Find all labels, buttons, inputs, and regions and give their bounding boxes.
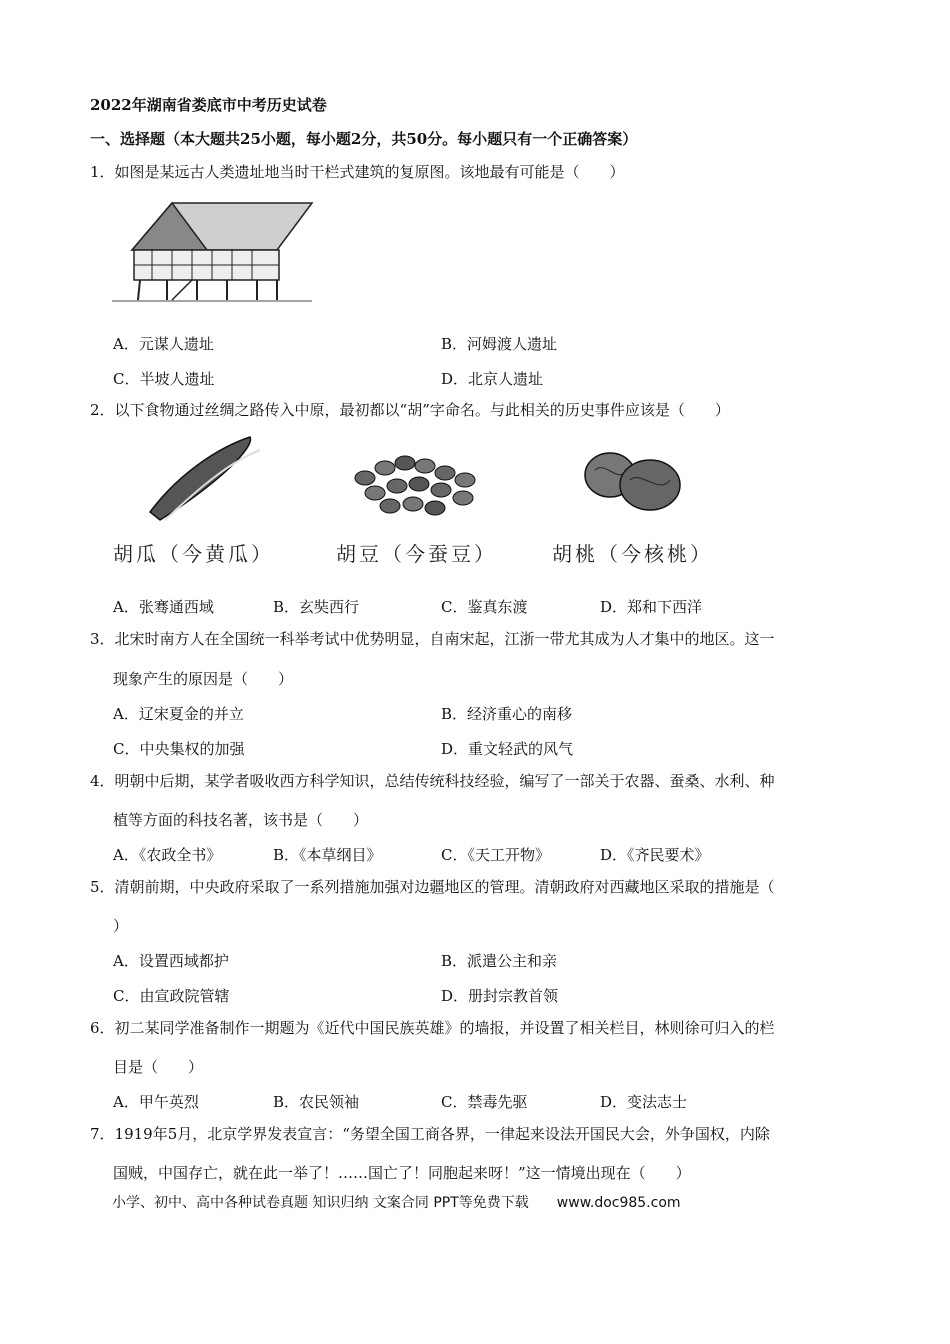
q6-option-b: B．农民领袖 bbox=[273, 1093, 360, 1111]
q4-option-c: C．《天工开物》 bbox=[441, 846, 550, 864]
q2-option-b: B．玄奘西行 bbox=[273, 598, 360, 616]
q4-option-d: D．《齐民要术》 bbox=[600, 846, 710, 864]
q2-option-c: C．鉴真东渡 bbox=[441, 598, 528, 616]
question-5-stem-line2: ） bbox=[113, 917, 129, 935]
q2-option-d: D．郑和下西洋 bbox=[600, 598, 703, 616]
stilt-house-illustration bbox=[112, 195, 332, 305]
q3-option-b: B．经济重心的南移 bbox=[441, 705, 573, 723]
question-1-stem: 1．如图是某远古人类遗址地当时干栏式建筑的复原图。该地最有可能是（ ） bbox=[90, 163, 625, 181]
q4-option-a: A．《农政全书》 bbox=[113, 846, 222, 864]
q6-option-a: A．甲午英烈 bbox=[113, 1093, 199, 1111]
q4-option-b: B．《本草纲目》 bbox=[273, 846, 382, 864]
cucumber-illustration bbox=[140, 432, 290, 522]
question-6-stem-line1: 6．初二某同学准备制作一期题为《近代中国民族英雄》的墙报，并设置了相关栏目，林则徐可归入的栏 bbox=[90, 1019, 775, 1037]
q5-option-a: A．设置西域都护 bbox=[113, 952, 229, 970]
question-3-stem-line1: 3．北宋时南方人在全国统一科举考试中优势明显，自南宋起，江浙一带尤其成为人才集中的地区。这一 bbox=[90, 630, 775, 648]
question-7-stem-line2: 国贼，中国存亡，就在此一举了！……国亡了！同胞起来呀！”这一情境出现在（ ） bbox=[113, 1164, 691, 1182]
q1-option-c: C．半坡人遗址 bbox=[113, 370, 215, 388]
q2-option-a: A．张骞通西域 bbox=[113, 598, 214, 616]
question-7-stem-line1: 7．1919年5月，北京学界发表宣言：“务望全国工商各界，一律起来设法开国民大会，外争国权，内除 bbox=[90, 1125, 770, 1143]
q3-option-a: A．辽宋夏金的并立 bbox=[113, 705, 244, 723]
page-footer bbox=[112, 1192, 681, 1212]
q1-option-a: A．元谋人遗址 bbox=[113, 335, 214, 353]
section-heading: 一、选择题（本大题共25小题，每小题2分，共50分。每小题只有一个正确答案） bbox=[90, 130, 638, 148]
question-5-stem-line1: 5．清朝前期，中央政府采取了一系列措施加强对边疆地区的管理。清朝政府对西藏地区采取的措施是（ bbox=[90, 878, 775, 896]
question-6-stem-line2: 目是（ ） bbox=[113, 1058, 204, 1076]
q6-option-d: D．变法志士 bbox=[600, 1093, 688, 1111]
food-label-walnut: 胡桃（今核桃） bbox=[552, 542, 713, 566]
exam-title: 2022年湖南省娄底市中考历史试卷 bbox=[90, 96, 327, 114]
q5-option-d: D．册封宗教首领 bbox=[441, 987, 559, 1005]
q3-option-d: D．重文轻武的风气 bbox=[441, 740, 574, 758]
footer-text: 小学、初中、高中各种试卷真题 知识归纳 文案合同 PPT等免费下载 bbox=[112, 1195, 529, 1211]
question-4-stem-line1: 4．明朝中后期，某学者吸收西方科学知识，总结传统科技经验，编写了一部关于农器、蚕桑、水利、种 bbox=[90, 772, 775, 790]
q5-option-c: C．由宣政院管辖 bbox=[113, 987, 230, 1005]
q1-option-b: B．河姆渡人遗址 bbox=[441, 335, 558, 353]
q1-option-d: D．北京人遗址 bbox=[441, 370, 544, 388]
q3-option-c: C．中央集权的加强 bbox=[113, 740, 245, 758]
broad-bean-illustration bbox=[345, 438, 495, 528]
question-4-stem-line2: 植等方面的科技名著，该书是（ ） bbox=[113, 811, 369, 829]
walnut-illustration bbox=[575, 440, 725, 530]
footer-site-link[interactable]: www.doc985.com bbox=[556, 1195, 681, 1211]
question-2-stem: 2．以下食物通过丝绸之路传入中原，最初都以“胡”字命名。与此相关的历史事件应该是（ ） bbox=[90, 401, 730, 419]
q5-option-b: B．派遣公主和亲 bbox=[441, 952, 558, 970]
q6-option-c: C．禁毒先驱 bbox=[441, 1093, 528, 1111]
food-label-cucumber: 胡瓜（今黄瓜） bbox=[113, 542, 274, 566]
question-3-stem-line2: 现象产生的原因是（ ） bbox=[113, 670, 294, 688]
food-label-broad-bean: 胡豆（今蚕豆） bbox=[336, 542, 497, 566]
